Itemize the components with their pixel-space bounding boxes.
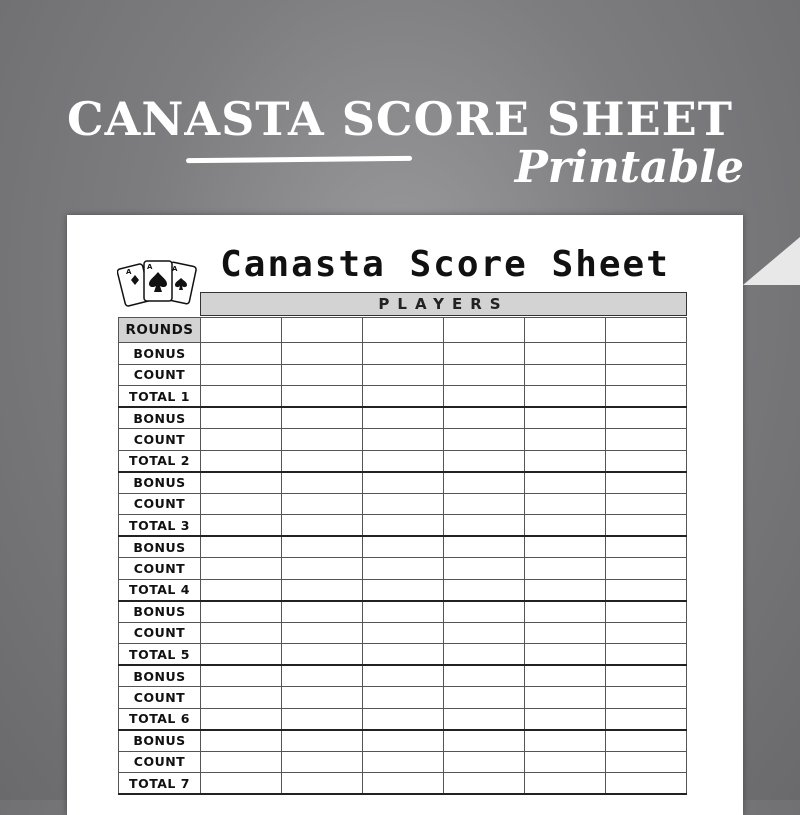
row-label: TOTAL 5: [119, 644, 201, 666]
score-cell[interactable]: [201, 536, 282, 558]
score-cell[interactable]: [606, 644, 687, 666]
score-cell[interactable]: [525, 429, 606, 451]
score-cell[interactable]: [363, 558, 444, 580]
score-cell[interactable]: [201, 515, 282, 537]
score-cell[interactable]: [525, 318, 606, 343]
score-cell[interactable]: [363, 343, 444, 365]
score-cell[interactable]: [606, 730, 687, 752]
score-cell[interactable]: [363, 386, 444, 408]
score-cell[interactable]: [525, 665, 606, 687]
table-row: [119, 450, 687, 472]
score-cell[interactable]: [444, 386, 525, 408]
score-cell[interactable]: [444, 687, 525, 709]
score-cell[interactable]: [201, 318, 282, 343]
score-cell[interactable]: [525, 364, 606, 386]
score-cell[interactable]: [525, 386, 606, 408]
score-cell[interactable]: [363, 472, 444, 494]
score-cell[interactable]: [201, 558, 282, 580]
table-row: [119, 386, 687, 408]
score-cell[interactable]: [363, 644, 444, 666]
table-row: [119, 364, 687, 386]
score-cell[interactable]: [282, 622, 363, 644]
table-row: [119, 429, 687, 451]
score-cell[interactable]: [282, 318, 363, 343]
score-cell[interactable]: [444, 407, 525, 429]
score-cell[interactable]: [201, 665, 282, 687]
row-label: BONUS: [119, 601, 201, 623]
score-cell[interactable]: [525, 515, 606, 537]
score-cell[interactable]: [201, 708, 282, 730]
table-row: [119, 343, 687, 365]
score-cell[interactable]: [201, 386, 282, 408]
score-cell[interactable]: [282, 751, 363, 773]
score-cell[interactable]: [201, 773, 282, 795]
score-cell[interactable]: [201, 407, 282, 429]
score-cell[interactable]: [606, 493, 687, 515]
score-cell[interactable]: [282, 364, 363, 386]
score-cell[interactable]: [282, 386, 363, 408]
score-cell[interactable]: [363, 318, 444, 343]
score-cell[interactable]: [444, 644, 525, 666]
row-label: TOTAL 3: [119, 515, 201, 537]
playing-cards-icon: [117, 258, 201, 314]
score-cell[interactable]: [606, 536, 687, 558]
score-cell[interactable]: [363, 773, 444, 795]
svg-text:A: A: [126, 268, 132, 276]
table-row: [119, 665, 687, 687]
score-cell[interactable]: [606, 558, 687, 580]
score-cell[interactable]: [282, 708, 363, 730]
score-cell[interactable]: [282, 665, 363, 687]
score-table: [118, 317, 687, 795]
score-cell[interactable]: [444, 751, 525, 773]
sheet-title: Canasta Score Sheet: [220, 244, 670, 285]
score-cell[interactable]: [525, 579, 606, 601]
row-label: TOTAL 2: [119, 450, 201, 472]
score-cell[interactable]: [444, 450, 525, 472]
score-cell[interactable]: [363, 407, 444, 429]
score-cell[interactable]: [363, 622, 444, 644]
score-cell[interactable]: [201, 472, 282, 494]
row-label: BONUS: [119, 730, 201, 752]
score-cell[interactable]: [444, 730, 525, 752]
score-cell[interactable]: [201, 751, 282, 773]
score-cell[interactable]: [201, 622, 282, 644]
score-cell[interactable]: [282, 601, 363, 623]
row-label: COUNT: [119, 558, 201, 580]
score-cell[interactable]: [444, 622, 525, 644]
score-cell[interactable]: [606, 515, 687, 537]
score-cell[interactable]: [525, 773, 606, 795]
table-row: [119, 751, 687, 773]
table-row: [119, 558, 687, 580]
score-cell[interactable]: [363, 730, 444, 752]
score-cell[interactable]: [525, 601, 606, 623]
score-cell[interactable]: [444, 472, 525, 494]
score-cell[interactable]: [444, 665, 525, 687]
score-cell[interactable]: [444, 708, 525, 730]
row-label: COUNT: [119, 493, 201, 515]
score-cell[interactable]: [282, 472, 363, 494]
table-row: [119, 622, 687, 644]
score-cell[interactable]: [525, 450, 606, 472]
score-cell[interactable]: [525, 730, 606, 752]
score-cell[interactable]: [201, 687, 282, 709]
row-label: BONUS: [119, 665, 201, 687]
table-row: [119, 318, 687, 343]
score-cell[interactable]: [606, 751, 687, 773]
score-cell[interactable]: [282, 730, 363, 752]
score-cell[interactable]: [444, 318, 525, 343]
score-cell[interactable]: [606, 318, 687, 343]
score-cell[interactable]: [606, 708, 687, 730]
score-cell[interactable]: [282, 407, 363, 429]
score-cell[interactable]: [525, 687, 606, 709]
score-cell[interactable]: [363, 665, 444, 687]
score-cell[interactable]: [606, 343, 687, 365]
score-cell[interactable]: [444, 558, 525, 580]
banner-title: CANASTA SCORE SHEET: [67, 92, 733, 146]
score-cell[interactable]: [525, 407, 606, 429]
score-cell[interactable]: [525, 493, 606, 515]
row-label: TOTAL 6: [119, 708, 201, 730]
score-cell[interactable]: [606, 601, 687, 623]
table-row: [119, 773, 687, 795]
banner-subtitle: Printable: [514, 142, 744, 193]
svg-text:A: A: [172, 265, 178, 273]
score-cell[interactable]: [444, 579, 525, 601]
score-cell[interactable]: [282, 536, 363, 558]
table-row: [119, 407, 687, 429]
score-cell[interactable]: [201, 579, 282, 601]
score-cell[interactable]: [201, 730, 282, 752]
score-cell[interactable]: [444, 429, 525, 451]
score-cell[interactable]: [525, 536, 606, 558]
score-cell[interactable]: [363, 687, 444, 709]
score-cell[interactable]: [606, 364, 687, 386]
score-cell[interactable]: [282, 450, 363, 472]
score-cell[interactable]: [363, 429, 444, 451]
score-cell[interactable]: [606, 665, 687, 687]
score-cell[interactable]: [606, 450, 687, 472]
score-cell[interactable]: [444, 536, 525, 558]
row-label: COUNT: [119, 687, 201, 709]
score-cell[interactable]: [201, 493, 282, 515]
score-cell[interactable]: [363, 450, 444, 472]
score-cell[interactable]: [282, 429, 363, 451]
score-cell[interactable]: [606, 429, 687, 451]
score-cell[interactable]: [363, 364, 444, 386]
score-cell[interactable]: [525, 558, 606, 580]
score-cell[interactable]: [282, 773, 363, 795]
table-row: [119, 579, 687, 601]
score-cell[interactable]: [363, 493, 444, 515]
row-label: COUNT: [119, 751, 201, 773]
score-cell[interactable]: [282, 579, 363, 601]
score-cell[interactable]: [606, 386, 687, 408]
table-row: [119, 493, 687, 515]
score-cell[interactable]: [282, 493, 363, 515]
svg-text:A: A: [147, 263, 153, 271]
row-label: BONUS: [119, 536, 201, 558]
score-cell[interactable]: [282, 644, 363, 666]
score-cell[interactable]: [444, 773, 525, 795]
score-cell[interactable]: [363, 579, 444, 601]
table-row: [119, 687, 687, 709]
rounds-label: ROUNDS: [119, 318, 201, 343]
score-cell[interactable]: [363, 751, 444, 773]
players-header: PLAYERS: [200, 292, 687, 316]
score-cell[interactable]: [606, 773, 687, 795]
row-label: COUNT: [119, 429, 201, 451]
score-cell[interactable]: [363, 708, 444, 730]
score-cell[interactable]: [282, 558, 363, 580]
score-cell[interactable]: [444, 364, 525, 386]
score-cell[interactable]: [282, 343, 363, 365]
score-cell[interactable]: [606, 687, 687, 709]
table-row: [119, 536, 687, 558]
score-cell[interactable]: [525, 644, 606, 666]
score-cell[interactable]: [606, 407, 687, 429]
table-row: [119, 601, 687, 623]
row-label: COUNT: [119, 622, 201, 644]
row-label: TOTAL 7: [119, 773, 201, 795]
table-row: [119, 472, 687, 494]
score-cell[interactable]: [201, 364, 282, 386]
table-row: [119, 730, 687, 752]
table-row: [119, 515, 687, 537]
score-cell[interactable]: [201, 343, 282, 365]
row-label: TOTAL 1: [119, 386, 201, 408]
score-cell[interactable]: [363, 536, 444, 558]
score-cell[interactable]: [201, 644, 282, 666]
score-cell[interactable]: [606, 622, 687, 644]
row-label: TOTAL 4: [119, 579, 201, 601]
score-cell[interactable]: [363, 601, 444, 623]
score-cell[interactable]: [525, 751, 606, 773]
score-cell[interactable]: [525, 343, 606, 365]
score-cell[interactable]: [606, 472, 687, 494]
score-cell[interactable]: [282, 515, 363, 537]
row-label: COUNT: [119, 364, 201, 386]
score-cell[interactable]: [444, 601, 525, 623]
score-cell[interactable]: [282, 687, 363, 709]
table-row: [119, 644, 687, 666]
score-cell[interactable]: [444, 343, 525, 365]
row-label: BONUS: [119, 407, 201, 429]
row-label: BONUS: [119, 472, 201, 494]
score-cell[interactable]: [201, 429, 282, 451]
score-cell[interactable]: [201, 450, 282, 472]
score-cell[interactable]: [444, 493, 525, 515]
score-cell[interactable]: [525, 622, 606, 644]
score-cell[interactable]: [444, 515, 525, 537]
score-cell[interactable]: [525, 472, 606, 494]
score-cell[interactable]: [201, 601, 282, 623]
row-label: BONUS: [119, 343, 201, 365]
score-cell[interactable]: [525, 708, 606, 730]
score-cell[interactable]: [363, 515, 444, 537]
table-row: [119, 708, 687, 730]
page-corner-fold: [743, 237, 800, 285]
brush-underline: [186, 156, 412, 163]
score-cell[interactable]: [606, 579, 687, 601]
